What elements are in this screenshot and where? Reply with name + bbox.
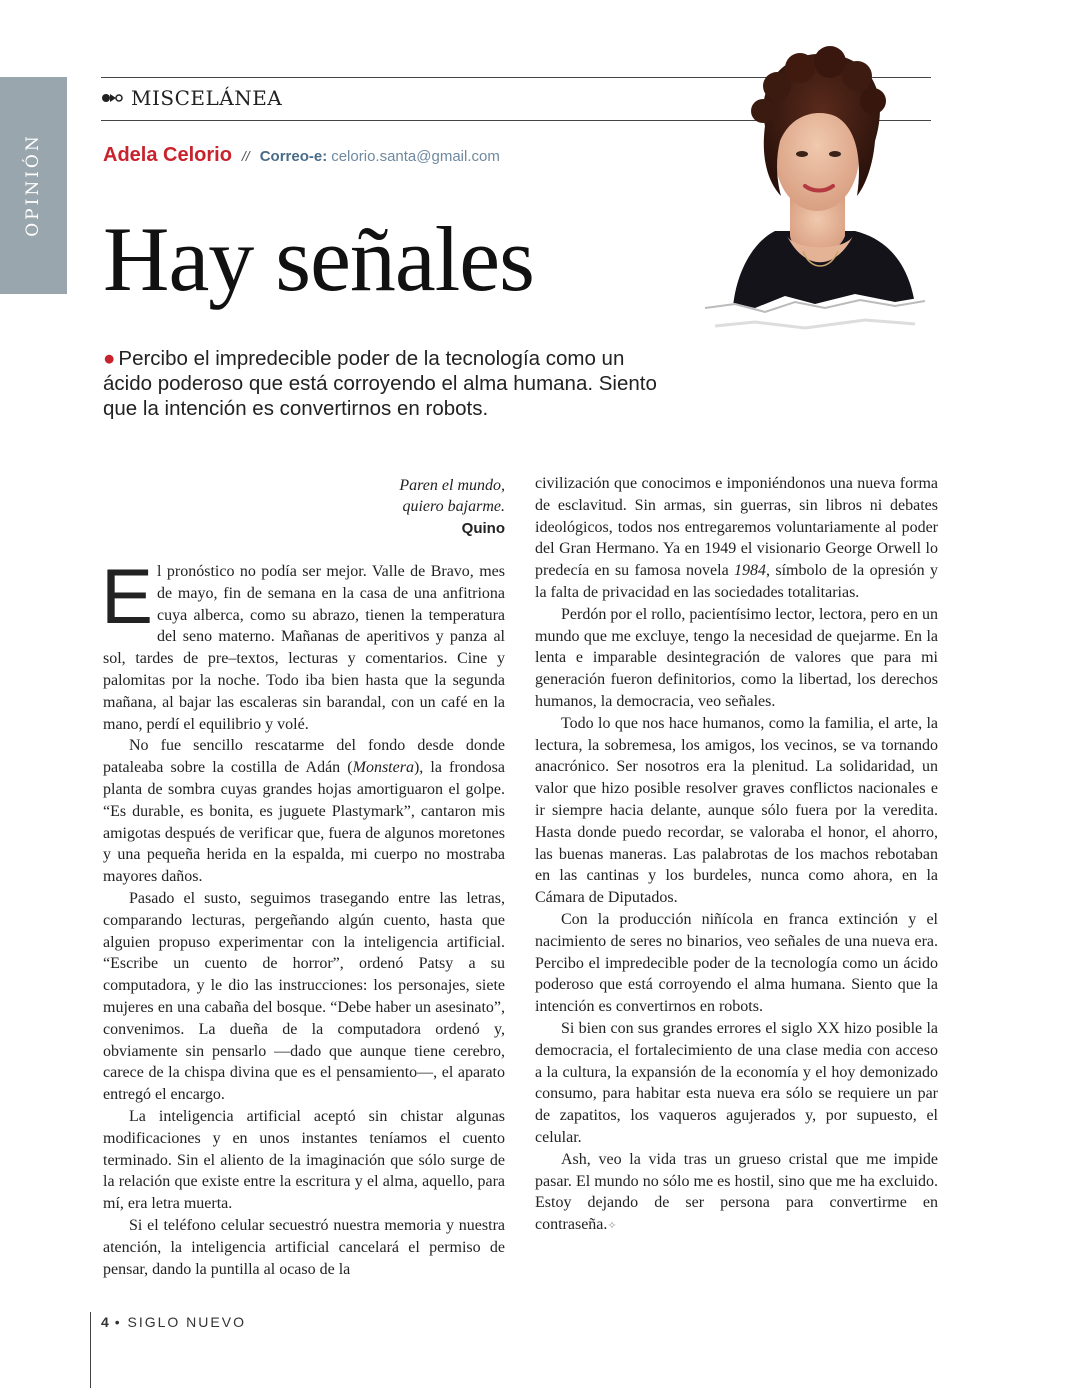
publication-name: SIGLO NUEVO — [127, 1314, 246, 1330]
byline — [103, 144, 500, 167]
arrow-bullet-icon — [101, 91, 123, 105]
section-label: MISCELÁNEA — [131, 86, 283, 110]
paragraph-8: Con la producción niñícola en franca extinción y el nacimiento de seres no binarios, veo señales de una nueva era. Percibo el impredecible poder de la tecnología como un ácido poderoso que está corroyendo el alma humana. Siento que la intención es convertirnos en robots. — [535, 910, 938, 1016]
article-column-1 — [101, 552, 506, 1280]
paragraph-3: Pasado el susto, seguimos trasegando entre las letras, comparando lecturas, pergeñando algún cuento, hasta que alguien propuso experimentar con la inteligencia artificial. “Escribe un cuento de horror”, ordenó Patsy a su computadora, y le dio las instrucciones: los personajes, siete mujeres en una cabaña del bosque. “Debe haber un asesinato”, convenimos. La dueña de la computadora ordenó y, obviamente sin pensarlo —dado que aunque tiene cerebro, carece de la chispa divina que es el pensamiento—, el aparato entregó el encargo. — [103, 889, 505, 1104]
section-header — [101, 86, 282, 110]
paragraph-7: Todo lo que nos hace humanos, como la familia, el arte, la lectura, la sobremesa, los amigos, los vecinos, se va tornando anacrónico. Ser nosotros era la plenitud. La solidaridad, un valor que hizo posible resolver graves conflictos nacionales e ir siempre hacia delante, aunque sólo fuera por la veredita. Hasta donde puedo recordar, se valoraba el honor, el ahorro, las buenas maneras. Las palabrotas de los machos rebotaban en las cantinas y los burdeles, nunca como ahora, en la Cámara de Diputados. — [535, 714, 938, 907]
lede-text: Percibo el impredecible poder de la tecnología como un ácido poderoso que está corroyendo el alma humana. Siento que la intención es convertirnos en robots. — [103, 347, 657, 420]
author-email[interactable]: celorio.santa@gmail.com — [331, 148, 500, 165]
section-side-tab-label: OPINIÓN — [23, 133, 43, 237]
section-side-tab — [0, 77, 67, 294]
paragraph-5-continued: civilización que conocimos e imponiéndonos una nueva forma de esclavitud. Sin armas, sin guerras, sin libros ni debates ideológicos, todos nos entregaremos voluntariamente al poder del Gran Hermano. Ya en 1949 el visionario George Orwell lo predecía en su famosa novela 1984, símbolo de la opresión y la falta de privacidad en las sociedades totalitarias. — [535, 475, 939, 601]
author-portrait — [695, 46, 930, 351]
paragraph-1: El pronóstico no podía ser mejor. Valle de Bravo, mes de mayo, fin de semana en la casa de una anfitriona cuya alberca, como su abrazo, tienen la temperatura del seno materno. Mañanas de aperitivos y panza al sol, tardes de pre–textos, lecturas y comentarios. Cine y palomitas por la noche. Todo iba bien hasta que la segunda mañana, al bajar las escaleras sin barandal, con un café en la mano, perdí el equilibrio y volé. — [101, 552, 505, 733]
paragraph-6: Perdón por el rollo, pacientísimo lector, lectora, pero en un mundo que me excluye, tengo la necesidad de quejarme. En la lenta e imparable desintegración de valores que para mi generación fueron definitorios, como la libertad, los derechos humanos, la democracia, veo señales. — [535, 605, 939, 710]
footer-rule — [90, 1312, 91, 1388]
lede-summary — [103, 346, 663, 421]
paragraph-10: Ash, veo la vida tras un grueso cristal que me impide pasar. El mundo no sólo me es hostil, sino que me ha excluido. Estoy dejando de ser persona para convertirme en contraseña.✧ — [535, 1150, 938, 1234]
epigraph-line-1: Paren el mundo, — [399, 477, 505, 494]
paragraph-4: La inteligencia artificial aceptó sin chistar algunas modificaciones y en unos instantes teníamos el cuento terminado. Sin el aliento de la imaginación que sólo surge de la relación que existe entre la escritura y el alma, aquello, para mí, era letra muerta. — [103, 1107, 505, 1213]
footer-dot: • — [114, 1314, 122, 1330]
byline-separator: // — [241, 148, 250, 164]
email-label: Correo-e: — [259, 148, 328, 165]
paragraph-2: No fue sencillo rescatarme del fondo desde donde pataleaba sobre la costilla de Adán (Monstera), la frondosa planta de sombra cuyas grandes hojas amortiguaron el golpe. “Es durable, es bonita, es juguete Plastymark”, cantaron mis amigotas después de verificar que, fuera de algunos moretones y una pequeña herida en la espalda, mi cuerpo no mostraba mayores daños. — [103, 737, 506, 886]
red-bullet-icon: ● — [103, 347, 116, 370]
epigraph-attribution: Quino — [461, 520, 505, 537]
drop-cap: E — [101, 552, 154, 640]
paragraph-5: Si el teléfono celular secuestró nuestra memoria y nuestra atención, la inteligencia artificial cancelará el permiso de pensar, dando la puntilla al ocaso de la — [103, 1216, 505, 1278]
page-number: 4 — [101, 1314, 109, 1330]
end-mark-icon: ✧ — [607, 1220, 617, 1233]
epigraph-line-2: quiero bajarme. — [402, 498, 505, 515]
epigraph — [330, 475, 505, 539]
headline: Hay señales — [103, 208, 534, 310]
page-footer — [101, 1314, 246, 1330]
author-name: Adela Celorio — [103, 144, 232, 166]
paragraph-9: Si bien con sus grandes errores el siglo XX hizo posible la democracia, el fortalecimiento de una clase media con acceso a la cultura, la expansión de la economía y el hoy demonizado consumo, para habitar esta nueva era sólo se requiere un par de zapatitos, los vaqueros agujerados y, por supuesto, el celular. — [535, 1019, 938, 1146]
article-column-2 — [535, 473, 938, 1238]
